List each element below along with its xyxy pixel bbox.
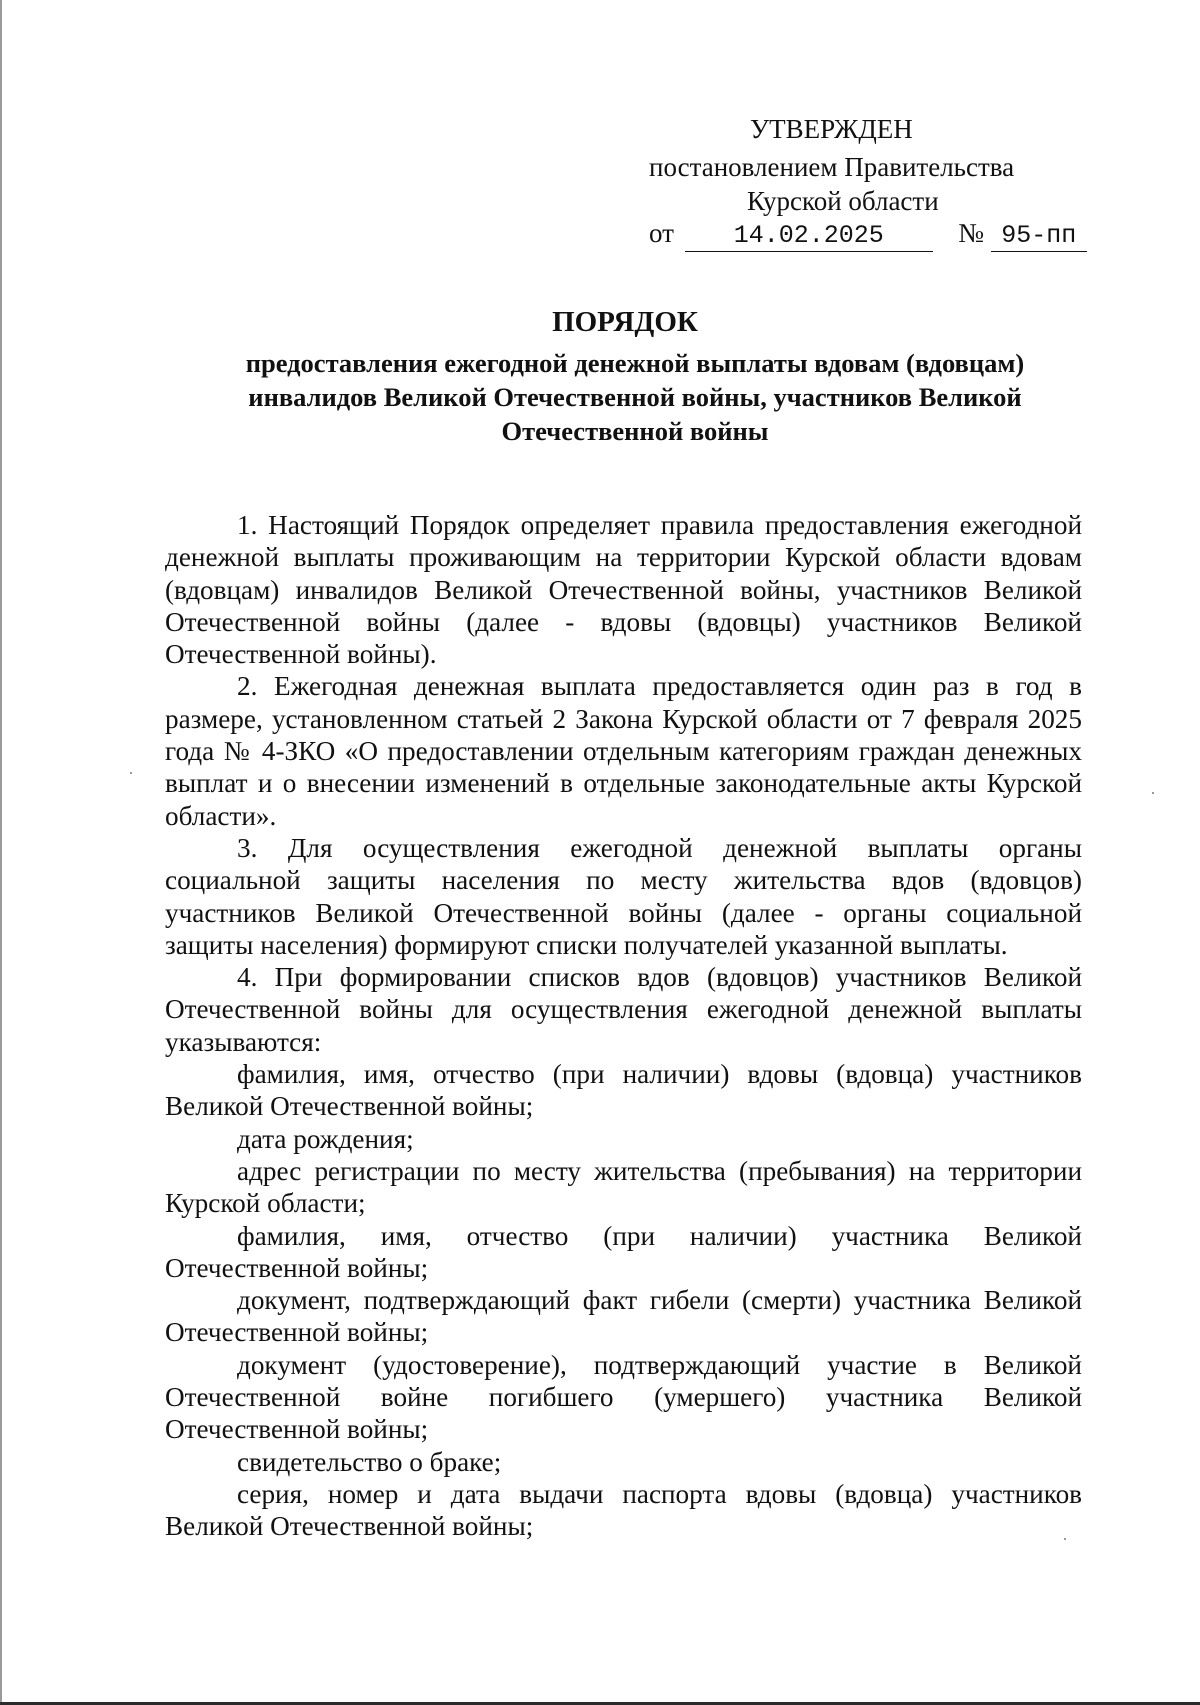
approval-date: 14.02.2025 <box>685 221 933 252</box>
paragraph-3: 3. Для осуществления ежегодной денежной выплаты органы социальной защиты населения по месту жительства вдов (вдовцов) участников Великой Отечественной войны (далее - органы социальной защиты населения) формируют списки получателей указанной выплаты. <box>165 832 1082 960</box>
paragraph-4: 4. При формировании списков вдов (вдовцов) участников Великой Отечественной войны для осуществления ежегодной денежной выплаты указываются: <box>165 962 1082 1057</box>
scan-edge-left <box>0 0 2 1705</box>
approval-date-line <box>649 216 1087 252</box>
approval-region: Курской области <box>747 186 939 216</box>
approval-number: 95-пп <box>991 221 1087 252</box>
scan-speck <box>130 772 132 774</box>
approval-number-prefix: № <box>958 218 984 248</box>
paragraph-1: 1. Настоящий Порядок определяет правила предоставления ежегодной денежной выплаты проживающим на территории Курской области вдовам (вдовцам) инвалидов Великой Отечественной войны, участников Великой Отечественной войны (далее - вдовы (вдовцы) участников Великой Отечественной войны). <box>165 510 1082 670</box>
list-item: дата рождения; <box>237 1123 414 1154</box>
scan-speck <box>1152 792 1154 794</box>
approval-heading: УТВЕРЖДЕН <box>750 114 913 144</box>
list-item: свидетельство о браке; <box>237 1446 502 1477</box>
list-item: серия, номер и дата выдачи паспорта вдовы (вдовца) участников Великой Отечественной войны; <box>165 1478 1082 1542</box>
list-item: документ (удостоверение), подтверждающий участие в Великой Отечественной войне погибшего (умершего) участника Великой Отечественной войны; <box>165 1349 1082 1445</box>
list-item: фамилия, имя, отчество (при наличии) участника Великой Отечественной войны; <box>165 1220 1082 1283</box>
document-title: ПОРЯДОК <box>552 306 698 338</box>
document-subtitle: предоставления ежегодной денежной выплаты вдовам (вдовцам) инвалидов Великой Отечественной войны, участников Великой Отечественной войны <box>245 348 1025 446</box>
list-item: адрес регистрации по месту жительства (пребывания) на территории Курской области; <box>165 1155 1082 1219</box>
list-item: фамилия, имя, отчество (при наличии) вдовы (вдовца) участников Великой Отечественной войны; <box>165 1059 1082 1122</box>
approval-from-prefix: от <box>649 218 674 248</box>
document-body <box>165 509 1082 1543</box>
paragraph-2: 2. Ежегодная денежная выплата предоставляется один раз в год в размере, установленном статьей 2 Закона Курской области от 7 февраля 2025 года № 4-ЗКО «О предоставлении отдельным категориям граждан денежных выплат и о внесении изменений в отдельные законодательные акты Курской области». <box>165 671 1082 831</box>
approval-issuer: постановлением Правительства <box>649 152 1015 182</box>
list-item: документ, подтверждающий факт гибели (смерти) участника Великой Отечественной войны; <box>165 1285 1082 1348</box>
